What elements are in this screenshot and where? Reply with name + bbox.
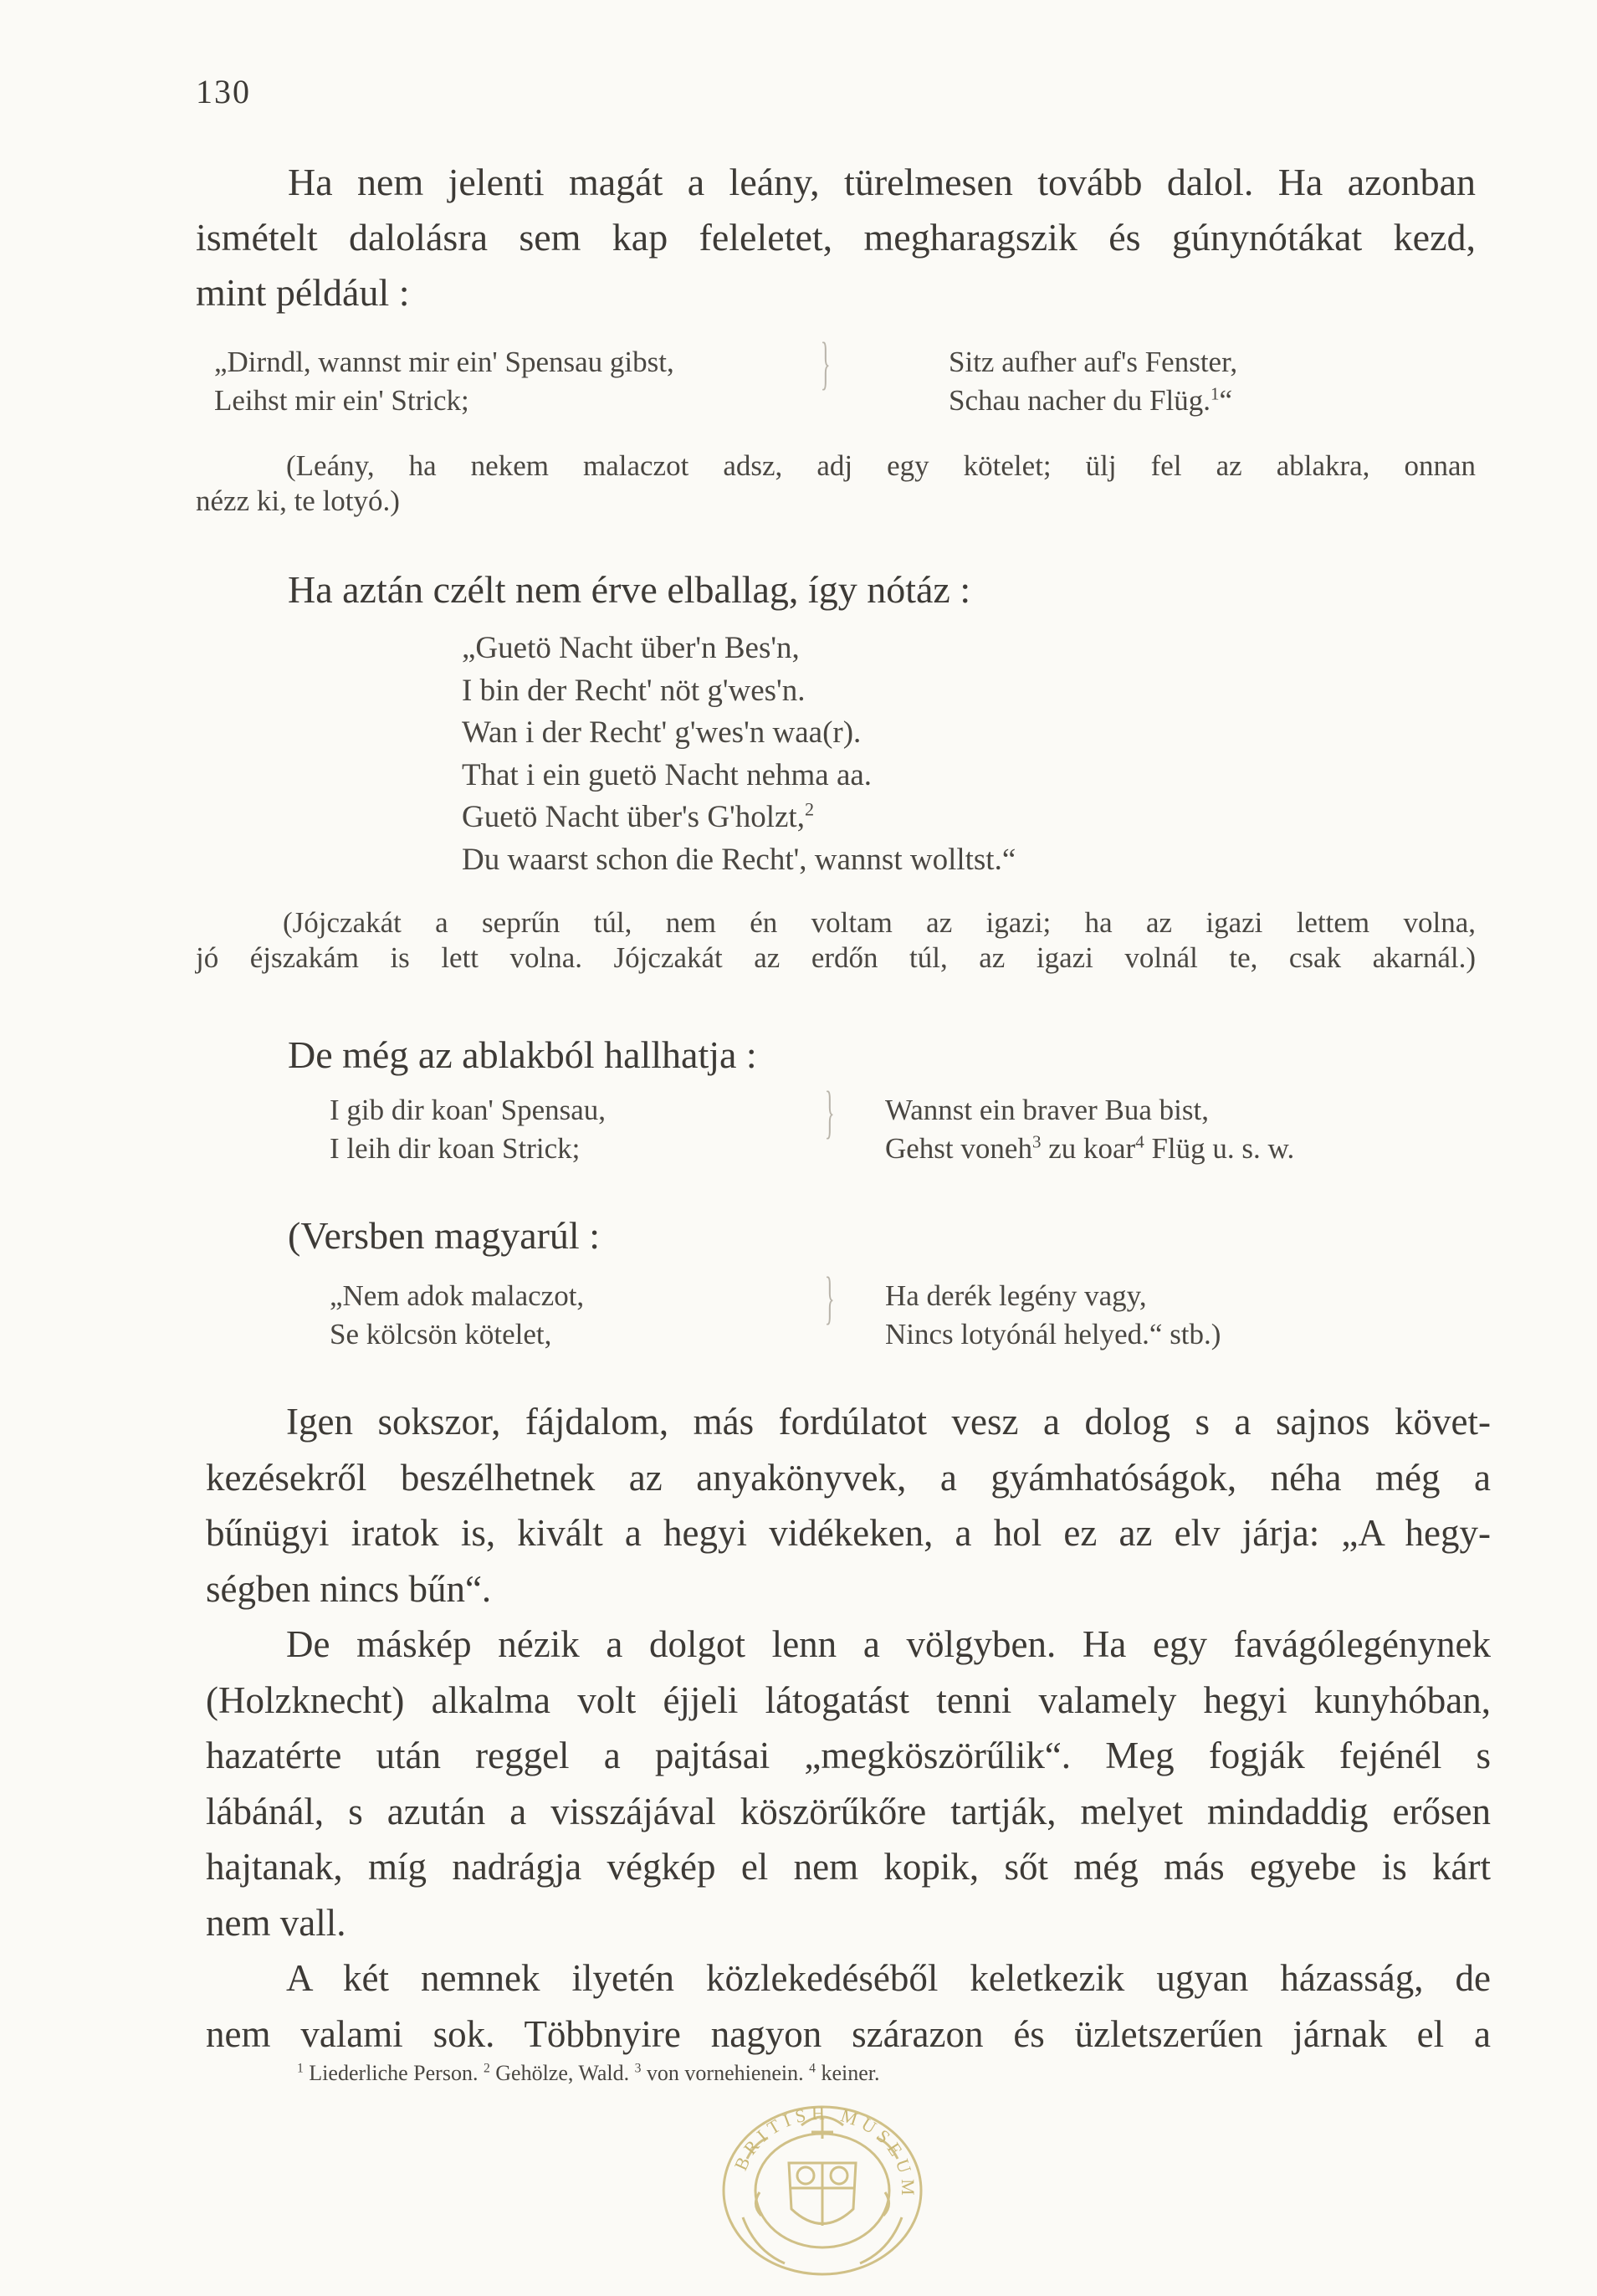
verse-line: Wan i der Recht' g'wes'n waa(r). — [462, 715, 862, 750]
text-line: De máskép nézik a dolgot lenn a völgyben. Ha egy favágólegénynek — [286, 1623, 1491, 1665]
stamp-seal-icon — [709, 2092, 935, 2284]
intro4: (Versben magyarúl : — [288, 1214, 600, 1257]
verse-line: Sitz aufher auf's Fenster, — [949, 346, 1238, 378]
verse-line: „Guetö Nacht über'n Bes'n, — [462, 631, 800, 665]
song2-translation — [196, 905, 1476, 976]
translation-line: (Jójczakát a seprűn túl, nem én voltam az igazi; ha az igazi lettem volna, — [283, 906, 1476, 939]
song3-right — [885, 1091, 1294, 1168]
intro2: Ha aztán czélt nem érve elballag, így nótáz : — [288, 568, 971, 611]
footnote-number: 3 — [634, 2061, 642, 2076]
text-line: (Holzknecht) alkalma volt éjjeli látogatást tenni valamely hegyi kunyhóban, — [206, 1678, 1491, 1721]
footnote-ref: 1 — [1210, 383, 1220, 404]
brace-divider: } — [820, 331, 831, 396]
footnote-ref: 3 — [1031, 1131, 1042, 1152]
svg-text:BRITISH MUSEUM — [729, 2103, 919, 2201]
song4-left — [330, 1277, 584, 1354]
verse-line: Se kölcsön kötelet, — [330, 1318, 552, 1350]
page-number: 130 — [196, 73, 251, 110]
brace-divider: } — [824, 1080, 835, 1145]
footnote-text: von vornehienein. — [641, 2061, 810, 2085]
footnote-text: keiner. — [815, 2061, 880, 2085]
verse-line: That i ein guetö Nacht nehma aa. — [462, 757, 873, 792]
verse-line: „Dirndl, wannst mir ein' Spensau gibst, — [214, 346, 674, 378]
verse-line: Du waarst schon die Recht', wannst wolltst.“ — [462, 842, 1016, 877]
text-line: ségben nincs bűn“. — [206, 1567, 492, 1610]
verse-line: Guetö Nacht über's G'holzt,$^2$ — [462, 798, 815, 834]
verse-line: Leihst mir ein' Strick; — [214, 384, 469, 417]
verse-line: I leih dir koan Strick; — [330, 1132, 581, 1165]
footnote-text: Gehölze, Wald. — [489, 2061, 635, 2085]
verse-line: Ha derék legény vagy, — [885, 1279, 1147, 1312]
translation-line: jó éjszakám is lett volna. Jójczakát az erdőn túl, az igazi volnál te, csak akarnál.) — [196, 941, 1476, 974]
text-line: lábánál, s azután a visszájával köszörűkőre tartják, melyet mindaddig erősen — [206, 1790, 1491, 1832]
intro-paragraph — [196, 155, 1476, 320]
verse-line: Wannst ein braver Bua bist, — [885, 1094, 1209, 1126]
text-line: kezésekről beszélhetnek az anyakönyvek, a gyámhatóságok, néha még a — [206, 1456, 1491, 1499]
verse-line: Gehst voneh$^3$ zu koar$^4$ Flüg u. s. w. — [885, 1131, 1295, 1165]
translation-line: nézz ki, te lotyó.) — [196, 484, 400, 517]
brace-divider: } — [824, 1266, 835, 1330]
text-line: mint például : — [196, 271, 410, 314]
song2 — [462, 628, 1016, 881]
main-text — [206, 1394, 1491, 2062]
translation-line: (Leány, ha nekem malaczot adsz, adj egy kötelet; ülj fel az ablakra, onnan — [286, 449, 1476, 482]
stamp-text: BRITISH MUSEUM — [729, 2102, 919, 2201]
verse-line: I gib dir koan' Spensau, — [330, 1094, 607, 1126]
footnote-ref: 2 — [804, 798, 815, 820]
museum-stamp — [709, 2092, 935, 2284]
song3-left — [330, 1091, 606, 1168]
text-line: Igen sokszor, fájdalom, más fordúlatot vesz a dolog s a sajnos követ- — [286, 1401, 1491, 1443]
footnote-text: Liederliche Person. — [303, 2061, 484, 2085]
song1-left — [214, 343, 674, 420]
song1-right — [949, 343, 1237, 420]
verse-line: Nincs lotyónál helyed.“ stb.) — [885, 1318, 1221, 1350]
footnote-number: 1 — [297, 2061, 304, 2076]
footnote-number: 4 — [809, 2061, 816, 2076]
text-line: nem valami sok. Többnyire nagyon szárazon és üzletszerűen járnak el a — [206, 2012, 1491, 2055]
footnotes — [297, 2061, 879, 2086]
text-line: hazatérte után reggel a pajtásai „megköszörűlik“. Meg fogják fejénél s — [206, 1735, 1491, 1776]
footnote-number: 2 — [483, 2061, 490, 2076]
song4-right — [885, 1277, 1221, 1354]
text-line: Ha nem jelenti magát a leány, türelmesen tovább dalol. Ha azonban — [288, 161, 1476, 203]
text-line: nem vall. — [206, 1901, 346, 1944]
text-line: hajtanak, míg nadrágja végkép el nem kopik, sőt még más egyebe is kárt — [206, 1846, 1491, 1888]
text-line: A két nemnek ilyetén közlekedéséből keletkezik ugyan házasság, de — [286, 1957, 1491, 1999]
verse-line: I bin der Recht' nöt g'wes'n. — [462, 673, 806, 708]
verse-line: Schau nacher du Flüg.$^1$“ — [949, 383, 1233, 417]
footnote-ref: 4 — [1135, 1131, 1144, 1152]
text-line: ismételt dalolásra sem kap feleletet, megharagszik és gúnynótákat kezd, — [196, 216, 1476, 259]
text-line: bűnügyi iratok is, kivált a hegyi vidékeken, a hol ez az elv járja: „A hegy- — [206, 1512, 1491, 1554]
song1-translation — [196, 448, 1476, 519]
intro3: De még az ablakból hallhatja : — [288, 1033, 757, 1076]
verse-line: „Nem adok malaczot, — [330, 1279, 585, 1312]
